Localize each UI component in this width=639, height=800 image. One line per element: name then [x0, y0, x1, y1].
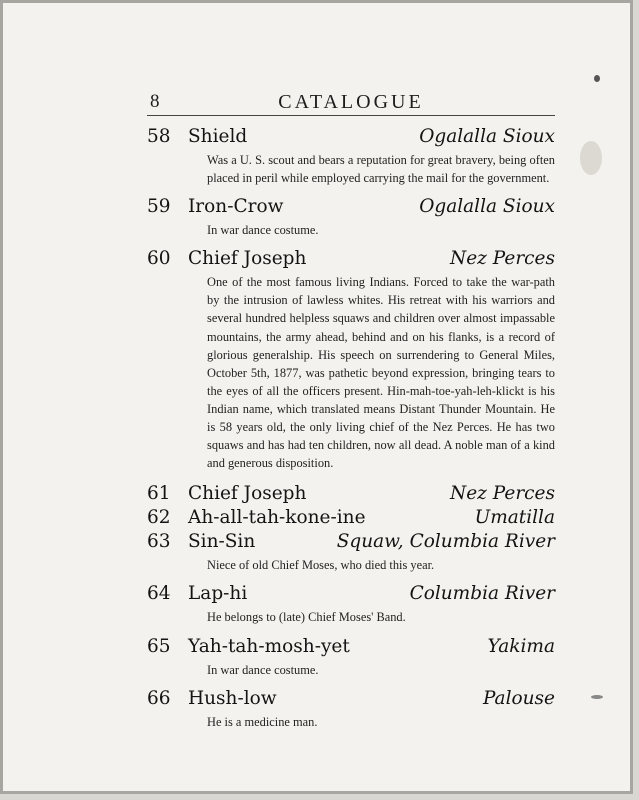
catalogue-entry	[147, 482, 555, 506]
entry-name: Chief Joseph	[188, 483, 307, 505]
entry-tribe: Squaw, Columbia River	[336, 531, 555, 553]
entry-heading	[147, 635, 555, 659]
entry-name: Hush-low	[188, 687, 277, 709]
entry-number: 64	[147, 583, 171, 605]
entry-number: 59	[147, 196, 171, 218]
entry-number: 66	[147, 687, 171, 709]
entry-heading	[147, 125, 555, 149]
entry-name: Lap-hi	[188, 583, 248, 605]
paper-speck	[591, 695, 603, 699]
entry-name: Iron-Crow	[188, 196, 284, 218]
catalogue-entry	[147, 195, 555, 239]
paper-speck	[580, 141, 602, 175]
entry-heading	[147, 530, 555, 554]
entry-name: Yah-tah-mosh-yet	[188, 635, 350, 657]
entry-heading	[147, 247, 555, 271]
entry-description: He belongs to (late) Chief Moses' Band.	[207, 610, 406, 625]
catalogue-entry	[147, 582, 555, 626]
page-header	[147, 91, 555, 116]
entry-tribe: Umatilla	[474, 507, 555, 529]
entry-description: He is a medicine man.	[207, 714, 318, 729]
entry-tribe: Palouse	[482, 687, 555, 709]
entry-tribe: Ogalalla Sioux	[419, 126, 555, 147]
entry-heading	[147, 582, 555, 606]
entry-description: Niece of old Chief Moses, who died this year.	[207, 558, 435, 573]
catalogue-entry	[147, 125, 555, 187]
entry-heading	[147, 506, 555, 530]
page-title: CATALOGUE	[278, 91, 424, 113]
entry-name: Shield	[188, 126, 248, 147]
entry-name: Ah-all-tah-kone-ine	[188, 507, 366, 529]
entry-number: 62	[147, 507, 171, 529]
paper-speck	[594, 75, 600, 82]
entry-description: Was a U. S. scout and bears a reputation for great bravery, being often placed in peril while employed carrying the mail for the government.	[207, 153, 555, 186]
entry-name: Chief Joseph	[188, 248, 307, 270]
entry-name: Sin-Sin	[188, 531, 256, 553]
entry-number: 61	[147, 483, 171, 505]
catalogue-entry	[147, 687, 555, 731]
catalogue-entry	[147, 506, 555, 530]
entry-tribe: Columbia River	[409, 583, 555, 605]
entry-tribe: Nez Perces	[450, 248, 555, 270]
catalogue-entry	[147, 247, 555, 472]
catalogue-entry	[147, 635, 555, 679]
entry-description: One of the most famous living Indians. Forced to take the war-path by the intrusion of lawless whites. His retreat with his warriors and several hundred helpless squaws and children over almost impassable mountains, the army ahead, behind and on his flanks, is a record of glorious generalship. His speech on surrendering to General Miles, October 5th, 1877, was pathetic beyond expression, bringing tears to the eyes of all the officers present. Hin-mah-toe-yah-leh-klickt is his Indian name, which translated means Distant Thunder Mountain. He is 58 years old, the only living chief of the Nez Perces. He has two squaws and has had ten children, now all dead. A noble man of a kind and generous disposition.	[207, 275, 555, 471]
entry-number: 60	[147, 248, 171, 270]
entry-number: 65	[147, 635, 171, 657]
entry-description: In war dance costume.	[207, 662, 319, 677]
entry-tribe: Nez Perces	[450, 483, 555, 505]
entry-tribe: Ogalalla Sioux	[419, 196, 555, 218]
entry-number: 63	[147, 531, 171, 553]
catalogue-entry	[147, 530, 555, 574]
entry-heading	[147, 195, 555, 219]
entry-heading	[147, 482, 555, 506]
entry-tribe: Yakima	[487, 635, 555, 657]
page-number: 8	[150, 91, 160, 112]
catalogue-entries	[147, 125, 555, 739]
entry-number: 58	[147, 126, 171, 147]
entry-description: In war dance costume.	[207, 223, 319, 238]
entry-heading	[147, 687, 555, 711]
